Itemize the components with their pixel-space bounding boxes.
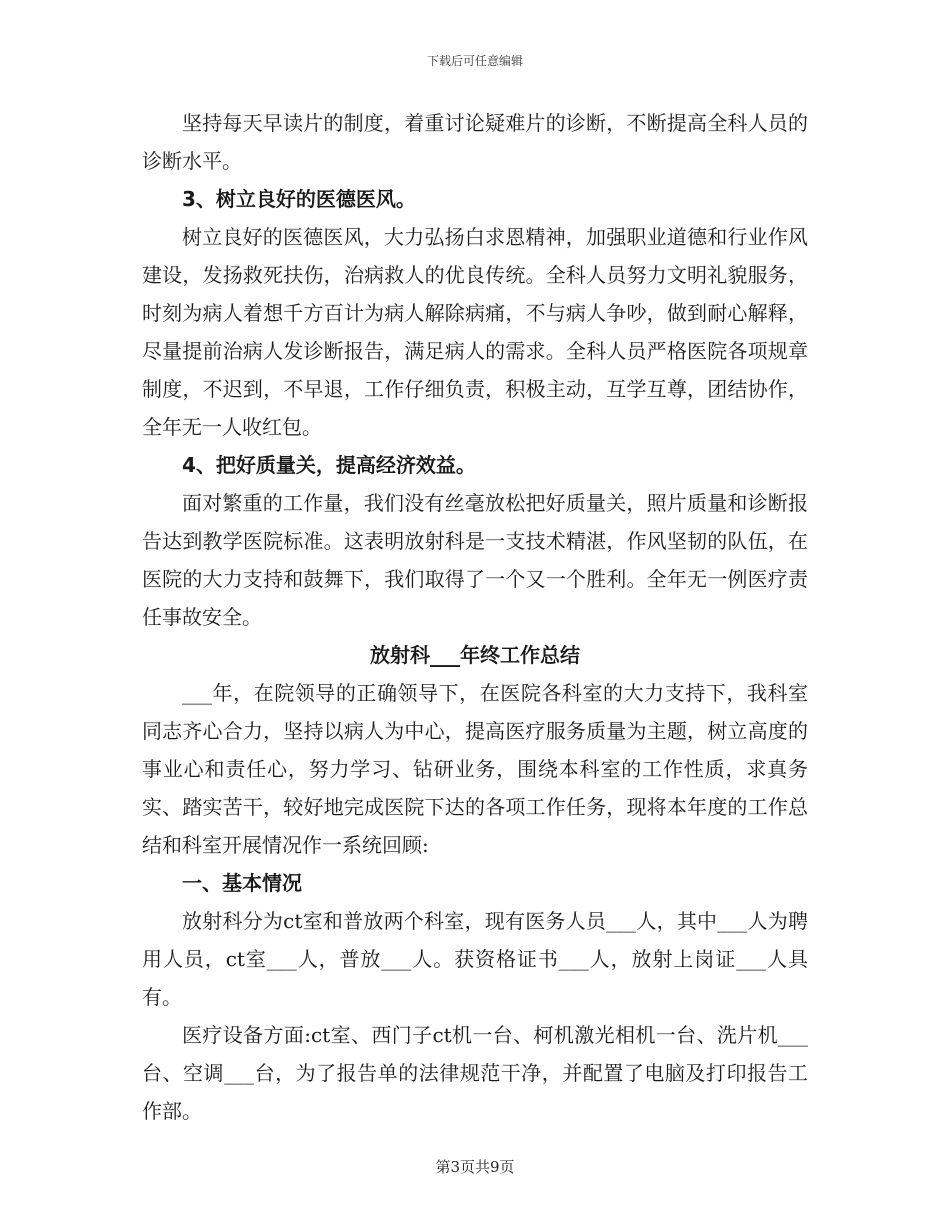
paragraph-medical-ethics: 树立良好的医德医风，大力弘扬白求恩精神，加强职业道德和行业作风建设，发扬救死扶伤，治病救人的优良传统。全科人员努力文明礼貌服务，时刻为病人着想千方百计为病人解除病痛，不与病人争吵，做到耐心解释，尽量提前治病人发诊断报告，满足病人的需求。全科人员严格医院各项规章制度，不迟到，不早退，工作仔细负责，积极主动，互学互尊，团结协作，全年无一人收红包。 <box>142 225 808 439</box>
heading-quality-control: 4、把好质量关，提高经济效益。 <box>182 453 476 477</box>
paragraph-quality-control: 面对繁重的工作量，我们没有丝毫放松把好质量关，照片质量和诊断报告达到教学医院标准。这表明放射科是一支技术精湛，作风坚韧的队伍，在医院的大力支持和鼓舞下，我们取得了一个又一个胜利。全年无一例医疗责任事故安全。 <box>142 491 808 629</box>
page-header: 下载后可任意编辑 <box>426 54 523 68</box>
heading-basic-info: 一、基本情况 <box>182 871 302 895</box>
paragraph-reading-system: 坚持每天早读片的制度，着重讨论疑难片的诊断，不断提高全科人员的诊断水平。 <box>142 111 808 173</box>
paragraph-intro: ___年，在院领导的正确领导下，在医院各科室的大力支持下，我科室同志齐心合力，坚持以病人为中心，提高医疗服务质量为主题，树立高度的事业心和责任心，努力学习、钻研业务，围绕本科室的工作性质，求真务实、踏实苦干，较好地完成医院下达的各项工作任务，现将本年度的工作总结和科室开展情况作一系统回顾: <box>142 681 808 857</box>
heading-medical-ethics: 3、树立良好的医德医风。 <box>182 187 416 211</box>
document-body <box>142 104 808 1130</box>
section-title: 放射科___年终工作总结 <box>370 643 580 667</box>
paragraph-staffing: 放射科分为ct室和普放两个科室，现有医务人员___人，其中___人为聘用人员，ct室___人，普放___人。获资格证书___人，放射上岗证___人具有。 <box>142 909 808 1009</box>
page-footer: 第3页共9页 <box>435 1158 515 1176</box>
paragraph-equipment: 医疗设备方面:ct室、西门子ct机一台、柯机激光相机一台、洗片机___台、空调___台，为了报告单的法律规范干净，并配置了电脑及打印报告工作部。 <box>142 1023 808 1123</box>
